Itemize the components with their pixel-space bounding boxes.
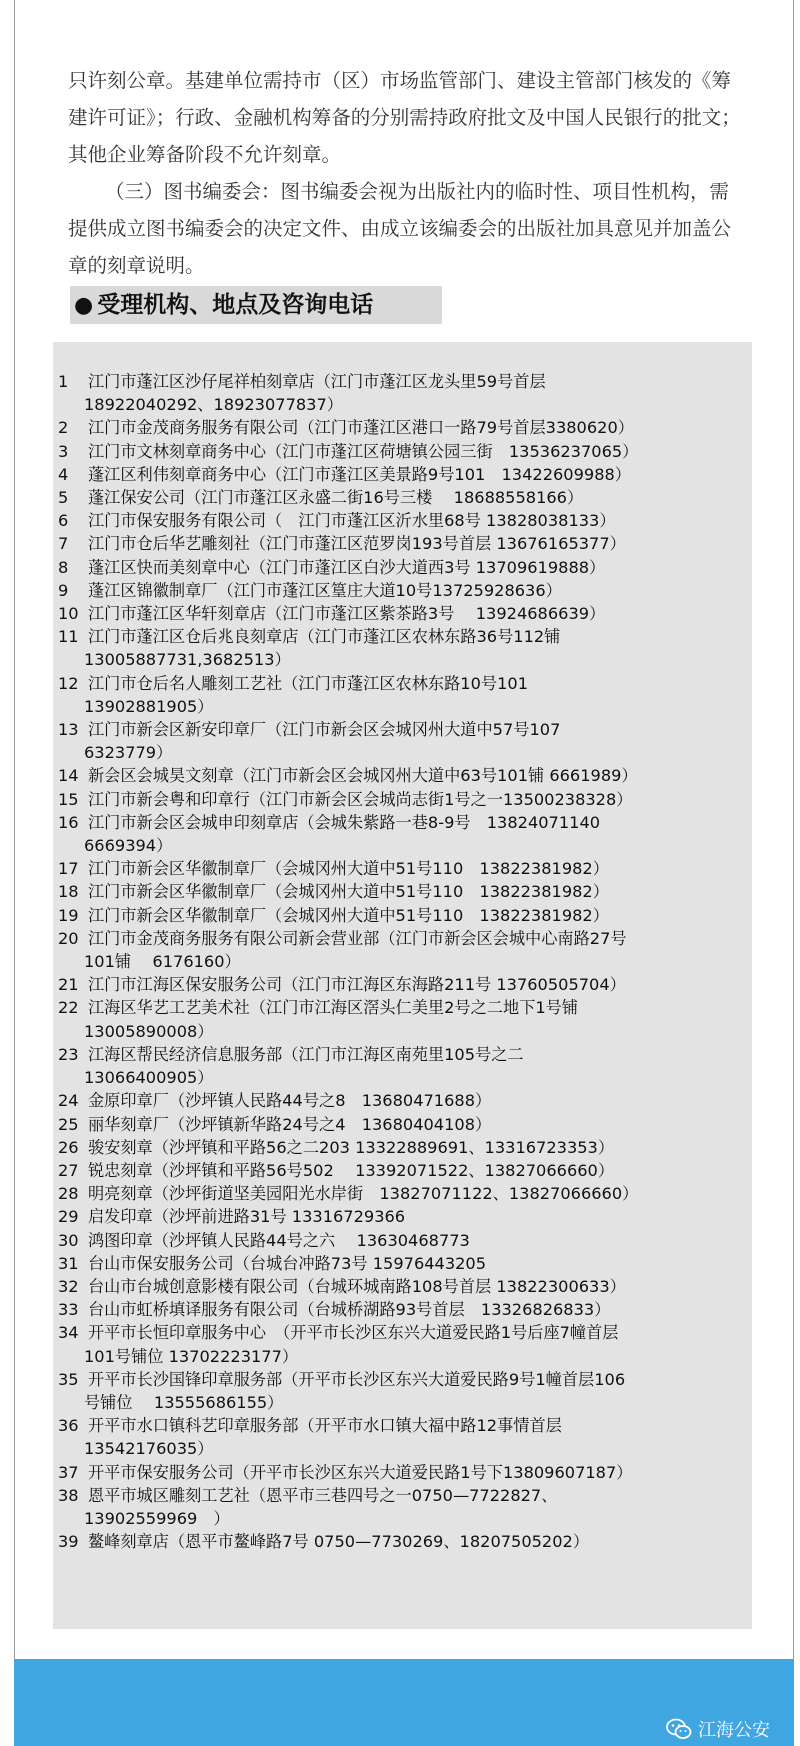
list-item-number: 26	[58, 1137, 79, 1157]
list-item	[58, 1321, 758, 1367]
list-item-text: 蓬江区快而美刻章中心（江门市蓬江区白沙大道西3号 13709619888）	[88, 557, 606, 577]
list-item	[58, 764, 758, 787]
list-item	[58, 811, 758, 857]
list-item-text: 台山市台城创意影楼有限公司（台城环城南路108号首层 13822300633）	[88, 1276, 626, 1296]
list-item-text: 开平市长沙国锋印章服务部（开平市长沙区东兴大道爱民路9号1幢首层106	[88, 1369, 626, 1389]
list-item-text: 江门市金茂商务服务有限公司新会营业部（江门市新会区会城中心南路27号	[88, 928, 627, 948]
list-item	[58, 1089, 758, 1112]
list-item-continuation: 13005890008）	[84, 1021, 214, 1041]
list-item	[58, 625, 758, 671]
list-item	[58, 1461, 758, 1484]
list-item-text: 金原印章厂（沙坪镇人民路44号之8 13680471688）	[88, 1091, 492, 1111]
list-item-continuation: 13005887731,3682513）	[84, 650, 291, 670]
list-item-number: 8	[58, 557, 69, 577]
list-item-text: 蓬江区锦徽制章厂（江门市蓬江区篁庄大道10号13725928636）	[88, 580, 562, 600]
list-item-text: 江门市仓后华艺雕刻社（江门市蓬江区范罗岗193号首层 13676165377）	[88, 534, 626, 554]
list-item-text: 江海区华艺工艺美术社（江门市江海区滘头仁美里2号之二地下1号铺	[88, 998, 579, 1018]
list-item-number: 37	[58, 1462, 79, 1482]
list-item-text: 骏安刻章（沙坪镇和平路56之二203 13322889691、13316723353）	[88, 1137, 615, 1157]
list-item-number: 3	[58, 441, 69, 461]
list-item-continuation: 101铺 6176160）	[84, 952, 241, 972]
section-heading	[70, 286, 442, 324]
list-item-number: 39	[58, 1532, 79, 1552]
list-item-text: 开平市长恒印章服务中心 （开平市长沙区东兴大道爱民路1号后座7幢首层	[88, 1323, 619, 1343]
section-title: 受理机构、地点及咨询电话	[97, 292, 374, 318]
list-item-number: 31	[58, 1253, 79, 1273]
list-item-text: 江门市蓬江区华轩刻章店（江门市蓬江区紫茶路3号 13924686639）	[88, 604, 606, 624]
list-item-number: 15	[58, 789, 79, 809]
list-item	[58, 602, 758, 625]
list-item-text: 鳌峰刻章店（恩平市鳌峰路7号 0750—7730269、18207505202）	[88, 1532, 590, 1552]
list-item-number: 35	[58, 1369, 79, 1389]
list-item	[58, 1484, 758, 1530]
list-item	[58, 463, 758, 486]
list-item-number: 22	[58, 998, 79, 1018]
list-item	[58, 718, 758, 764]
list-item-text: 江门市文林刻章商务中心（江门市蓬江区荷塘镇公园三街 13536237065）	[88, 441, 639, 461]
bullet-icon: ●	[74, 293, 94, 318]
list-item-number: 33	[58, 1300, 79, 1320]
list-item	[58, 556, 758, 579]
list-item-continuation: 6669394）	[84, 836, 173, 856]
list-item-number: 19	[58, 905, 79, 925]
list-item-number: 11	[58, 627, 79, 647]
list-item-text: 江海区帮民经济信息服务部（江门市江海区南苑里105号之二	[88, 1044, 524, 1064]
list-item	[58, 904, 758, 927]
list-item-number: 16	[58, 812, 79, 832]
list-item-text: 江门市新会区华徽制章厂（会城冈州大道中51号110 13822381982）	[88, 905, 609, 925]
intro-paragraph-2: （三）图书编委会：图书编委会视为出版社内的临时性、项目性机构，需提供成立图书编委会的决定文件、由成立该编委会的出版社加具意见并加盖公章的刻章说明。	[68, 180, 732, 277]
list-item	[58, 1113, 758, 1136]
list-item	[58, 440, 758, 463]
list-item-continuation: 18922040292、18923077837）	[84, 395, 343, 415]
list-item-continuation: 13066400905）	[84, 1068, 214, 1088]
list-item-number: 17	[58, 859, 79, 879]
list-item-text: 明亮刻章（沙坪街道坚美园阳光水岸街 13827071122、13827066660）	[88, 1184, 639, 1204]
list-item-text: 丽华刻章厂（沙坪镇新华路24号之4 13680404108）	[88, 1114, 492, 1134]
list-item-continuation: 13902559969 ）	[84, 1508, 230, 1528]
list-item-number: 12	[58, 673, 79, 693]
intro-text	[68, 62, 748, 284]
list-item-text: 江门市新会区会城申印刻章店（会城朱紫路一巷8-9号 13824071140	[88, 812, 601, 832]
list-item-text: 启发印章（沙坪前进路31号 13316729366	[88, 1207, 406, 1227]
list-item-number: 1	[58, 372, 69, 391]
list-item-text: 江门市新会区华徽制章厂（会城冈州大道中51号110 13822381982）	[88, 859, 609, 879]
list-item-text: 江门市保安服务有限公司（ 江门市蓬江区沂水里68号 13828038133）	[88, 511, 616, 531]
list-item-text: 江门市金茂商务服务有限公司（江门市蓬江区港口一路79号首层3380620）	[88, 418, 634, 438]
list-item-text: 开平市保安服务公司（开平市长沙区东兴大道爱民路1号下13809607187）	[88, 1462, 633, 1482]
list-item-text: 开平市水口镇科艺印章服务部（开平市水口镇大福中路12事情首层	[88, 1416, 562, 1436]
list-item-text: 江门市仓后名人雕刻工艺社（江门市蓬江区农林东路10号101	[88, 673, 528, 693]
intro-paragraph-1: 只许刻公章。基建单位需持市（区）市场监管部门、建设主管部门核发的《筹建许可证》；行政、金融机构筹备的分别需持政府批文及中国人民银行的批文；其他企业筹备阶段不允许刻章。	[68, 69, 741, 166]
list-item-number: 20	[58, 928, 79, 948]
list-item	[58, 1298, 758, 1321]
list-item	[58, 509, 758, 532]
list-item-number: 18	[58, 882, 79, 902]
list-item-number: 4	[58, 464, 69, 484]
list-item	[58, 1368, 758, 1414]
list-item-text: 台山市虹桥填译服务有限公司（台城桥湖路93号首层 13326826833）	[88, 1300, 611, 1320]
list-item-text: 江门市新会区新安印章厂（江门市新会区会城冈州大道中57号107	[88, 720, 561, 740]
list-item-number: 25	[58, 1114, 79, 1134]
list-item-number: 27	[58, 1160, 79, 1180]
list-item-number: 29	[58, 1207, 79, 1227]
list-item-number: 34	[58, 1323, 79, 1343]
list-item-continuation: 6323779）	[84, 743, 173, 763]
list-item	[58, 857, 758, 880]
list-item-text: 锐忠刻章（沙坪镇和平路56号502 13392071522、13827066660）	[88, 1160, 615, 1180]
list-item	[58, 579, 758, 602]
list-item-number: 38	[58, 1485, 79, 1505]
list-item-number: 6	[58, 511, 69, 531]
list-item-continuation: 13542176035）	[84, 1439, 214, 1459]
list-item-number: 2	[58, 418, 69, 438]
list-item	[58, 416, 758, 439]
list-item	[58, 1229, 758, 1252]
list-item-text: 江门市蓬江区沙仔尾祥柏刻章店（江门市蓬江区龙头里59号首层	[88, 372, 546, 391]
list-item-text: 新会区会城昊文刻章（江门市新会区会城冈州大道中63号101铺 6661989）	[88, 766, 638, 786]
list-item	[58, 1159, 758, 1182]
list-item-text: 鸿图印章（沙坪镇人民路44号之六 13630468773	[88, 1230, 470, 1250]
list-item-continuation: 13902881905）	[84, 696, 214, 716]
list-item	[58, 1252, 758, 1275]
list-item	[58, 1205, 758, 1228]
list-item-number: 24	[58, 1091, 79, 1111]
list-item-number: 5	[58, 488, 69, 508]
list-item-number: 13	[58, 720, 79, 740]
list-item	[58, 996, 758, 1042]
list-item-number: 10	[58, 604, 79, 624]
list-item-number: 9	[58, 580, 69, 600]
list-item	[58, 1530, 758, 1553]
list-item-number: 28	[58, 1184, 79, 1204]
list-item-text: 江门市新会粤和印章行（江门市新会区会城尚志街1号之一13500238328）	[88, 789, 633, 809]
list-item-text: 江门市新会区华徽制章厂（会城冈州大道中51号110 13822381982）	[88, 882, 609, 902]
list-item-text: 蓬江保安公司（江门市蓬江区永盛二街16号三楼 18688558166）	[88, 488, 584, 508]
list-item-number: 32	[58, 1276, 79, 1296]
list-item-text: 蓬江区利伟刻章商务中心（江门市蓬江区美景路9号101 13422609988）	[88, 464, 631, 484]
list-item	[58, 1182, 758, 1205]
list-item	[58, 788, 758, 811]
list-item-text: 江门市蓬江区仓后兆良刻章店（江门市蓬江区农林东路36号112铺	[88, 627, 561, 647]
list-item-number: 23	[58, 1044, 79, 1064]
list-item	[58, 1275, 758, 1298]
agency-list	[58, 370, 758, 1553]
list-item-number: 14	[58, 766, 79, 786]
list-item	[58, 880, 758, 903]
list-item-text: 恩平市城区雕刻工艺社（恩平市三巷四号之一0750—7722827、	[88, 1485, 558, 1505]
list-item	[58, 927, 758, 973]
list-item-number: 30	[58, 1230, 79, 1250]
watermark-text: 江海公安	[698, 1720, 770, 1741]
list-item-text: 江门市江海区保安服务公司（江门市江海区东海路211号 13760505704）	[88, 975, 626, 995]
list-item-number: 21	[58, 975, 79, 995]
list-item	[58, 1136, 758, 1159]
list-item-text: 台山市保安服务公司（台城台冲路73号 15976443205	[88, 1253, 487, 1273]
list-item	[58, 1414, 758, 1460]
list-item-number: 36	[58, 1416, 79, 1436]
list-item	[58, 532, 758, 555]
list-item	[58, 672, 758, 718]
watermark	[666, 1716, 770, 1742]
list-item	[58, 486, 758, 509]
list-item-continuation: 101号铺位 13702223177）	[84, 1346, 299, 1366]
list-item	[58, 1043, 758, 1089]
list-item-continuation: 号铺位 13555686155）	[84, 1392, 284, 1412]
list-item-number: 7	[58, 534, 69, 554]
list-item	[58, 973, 758, 996]
list-item	[58, 370, 758, 416]
wechat-icon	[666, 1718, 692, 1740]
